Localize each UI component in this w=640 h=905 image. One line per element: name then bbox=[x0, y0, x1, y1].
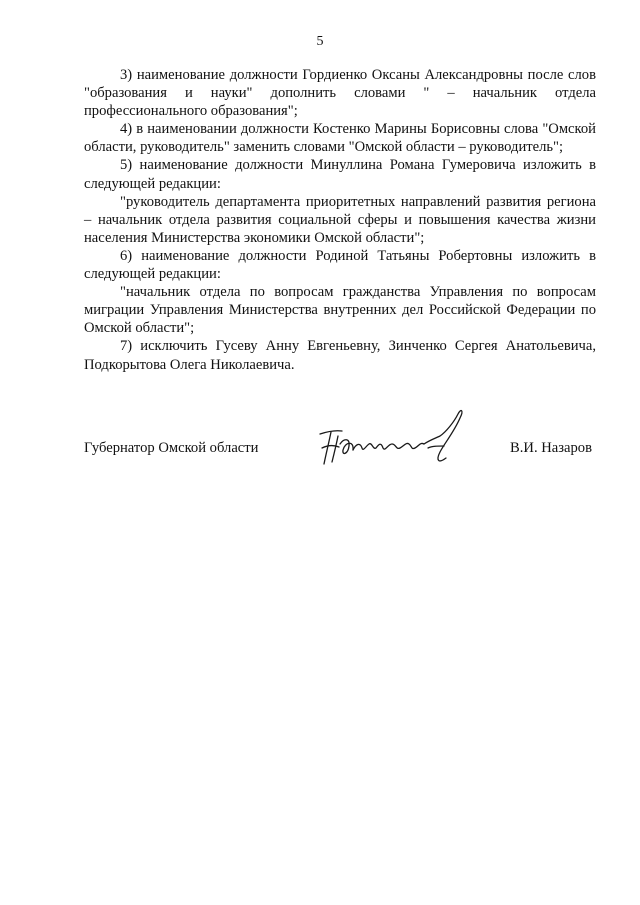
document-body bbox=[84, 66, 596, 374]
paragraph-item-4: 4) в наименовании должности Костенко Марины Борисовны слова "Омской области, руководитель" заменить словами "Омской области – руководитель"; bbox=[84, 121, 596, 156]
signer-title: Губернатор Омской области bbox=[84, 440, 259, 456]
paragraph-item-5-quote: "руководитель департамента приоритетных направлений развития региона – начальник отдела развития социальной сферы и повышения качества жизни населения Министерства экономики Омской области"; bbox=[84, 193, 596, 246]
paragraph-item-5: 5) наименование должности Минуллина Романа Гумеровича изложить в следующей редакции: bbox=[84, 157, 596, 192]
paragraph-item-6-quote: "начальник отдела по вопросам гражданства Управления по вопросам миграции Управления Министерства внутренних дел Российской Федерации по Омской области"; bbox=[84, 284, 596, 337]
paragraph-item-3: 3) наименование должности Гордиенко Оксаны Александровны после слов "образования и науки" дополнить словами " – начальник отдела профессионального образования"; bbox=[84, 67, 596, 120]
paragraph-item-6: 6) наименование должности Родиной Татьяны Робертовны изложить в следующей редакции: bbox=[84, 247, 596, 283]
signer-name: В.И. Назаров bbox=[510, 440, 592, 456]
page-number: 5 bbox=[316, 34, 324, 49]
handwritten-signature bbox=[312, 404, 472, 474]
paragraph-item-7: 7) исключить Гусеву Анну Евгеньевну, Зинченко Сергея Анатольевича, Подкорытова Олега Николаевича. bbox=[84, 338, 596, 373]
